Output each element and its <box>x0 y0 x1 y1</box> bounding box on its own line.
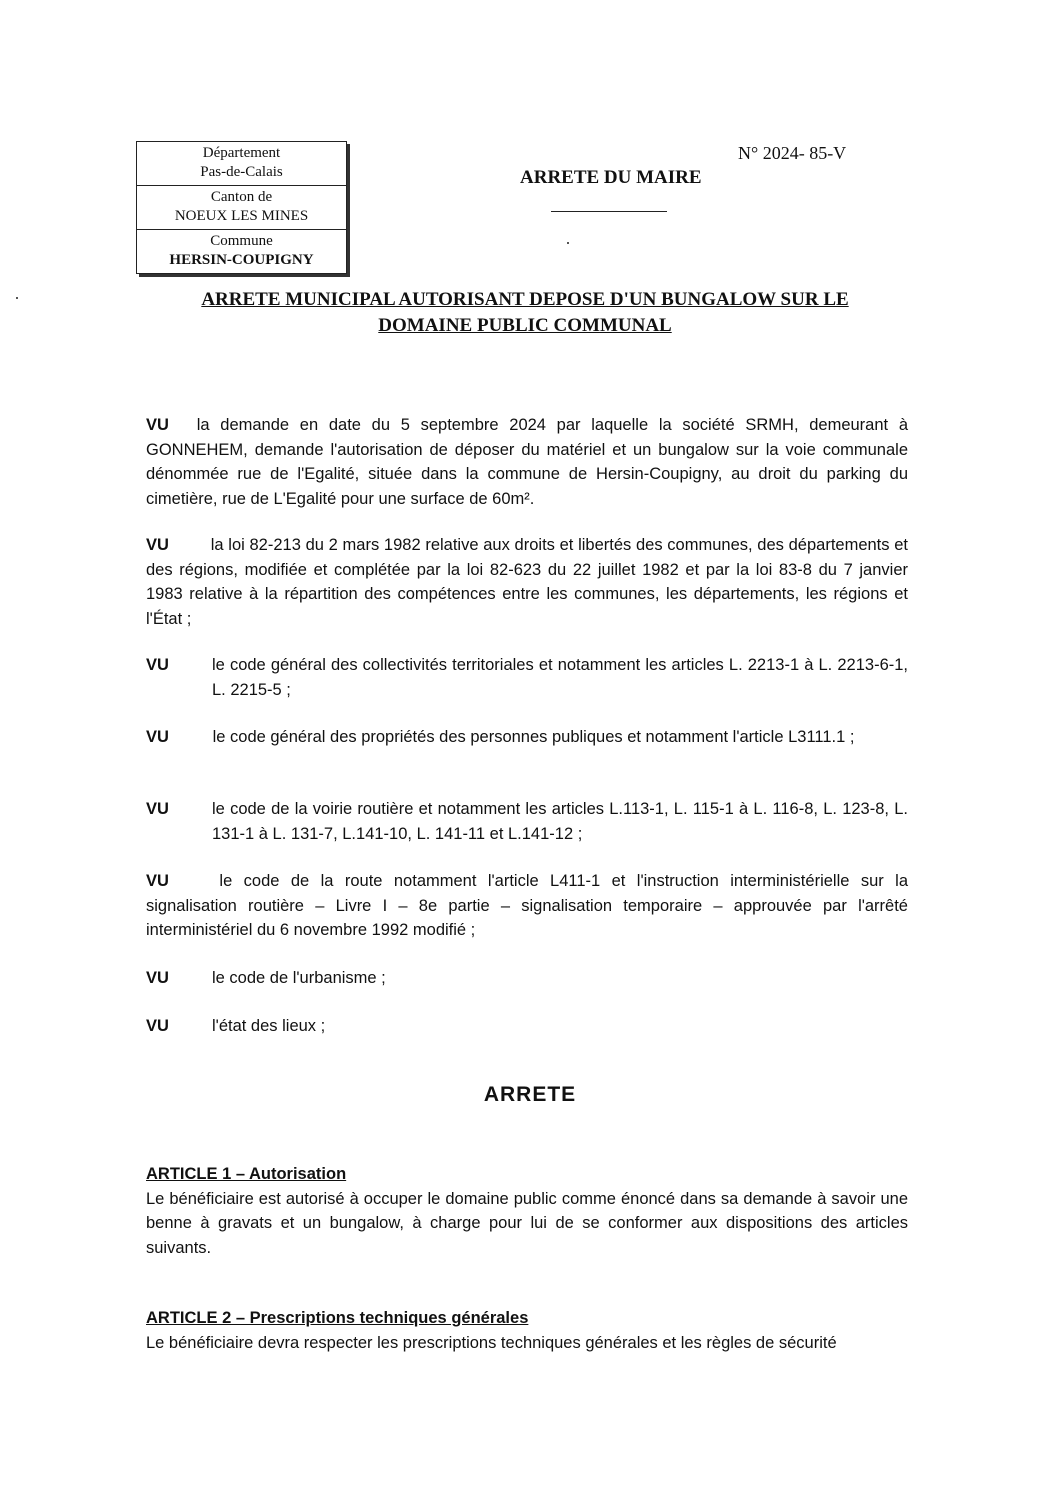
article <box>146 1306 908 1355</box>
consideration <box>146 725 908 750</box>
administrative-box <box>136 141 347 274</box>
article-title: ARTICLE 2 – Prescriptions techniques générales <box>146 1309 529 1327</box>
consideration <box>146 797 908 846</box>
canton-label: Canton de <box>210 189 273 205</box>
consideration-tag: VU <box>146 800 169 818</box>
document-number: N° 2024- 85-V <box>738 143 847 163</box>
consideration-text: le code général des collectivités territoriales et notamment les articles L. 2213-1 à L. 2213-6-1, L. 2215-5 ; <box>212 656 908 699</box>
consideration-text: le code de la voirie routière et notamment les articles L.113-1, L. 115-1 à L. 116-8, L. 123-8, L. 131-1 à L. 131-7, L.141-10, L. 141-11 et L.141-12 ; <box>212 800 908 843</box>
consideration <box>146 533 908 631</box>
departement-label: Département <box>202 145 281 161</box>
consideration-tag: VU <box>146 536 169 554</box>
consideration <box>146 966 908 991</box>
title-line: DOMAINE PUBLIC COMMUNAL <box>378 315 672 336</box>
consideration <box>146 869 908 943</box>
consideration-tag: VU <box>146 969 169 987</box>
consideration <box>146 413 908 511</box>
canton-name: NOEUX LES MINES <box>174 208 309 224</box>
departement-cell <box>137 142 346 185</box>
consideration-text: le code général des propriétés des personnes publiques et notamment l'article L3111.1 ; <box>212 728 855 746</box>
article-body: Le bénéficiaire devra respecter les prescriptions techniques générales et les règles de sécurité <box>146 1333 837 1352</box>
article-body: Le bénéficiaire est autorisé à occuper le domaine public comme énoncé dans sa demande à savoir une benne à gravats et un bungalow, à charge pour lui de se conformer aux dispositions des articles suivants. <box>146 1189 908 1257</box>
scan-speck <box>567 242 569 244</box>
consideration-tag: VU <box>146 416 169 434</box>
consideration-text: l'état des lieux ; <box>212 1017 326 1035</box>
canton-cell <box>137 185 346 229</box>
article-title: ARTICLE 1 – Autorisation <box>146 1165 347 1183</box>
divider <box>551 211 667 212</box>
consideration-tag: VU <box>146 1017 169 1035</box>
consideration-tag: VU <box>146 728 169 746</box>
commune-cell <box>137 229 346 273</box>
departement-name: Pas-de-Calais <box>200 164 283 180</box>
article <box>146 1162 908 1260</box>
commune-label: Commune <box>210 233 273 249</box>
consideration <box>146 653 908 702</box>
consideration-text: le code de l'urbanisme ; <box>212 969 386 987</box>
consideration-tag: VU <box>146 872 169 890</box>
consideration <box>146 1014 908 1039</box>
commune-name: HERSIN-COUPIGNY <box>169 252 314 268</box>
consideration-text: la demande en date du 5 septembre 2024 par laquelle la société SRMH, demeurant à GONNEHEM, demande l'autorisation de déposer du matériel et un bungalow sur la voie communale dénommée rue de l'Egalité, située dans la commune de Hersin-Coupigny, au droit du parking du cimetière, rue de L'Egalité pour une surface de 60m². <box>146 416 908 508</box>
decree-heading: ARRETE <box>483 1083 577 1106</box>
scan-speck <box>16 297 18 299</box>
document-kind: ARRETE DU MAIRE <box>520 167 702 188</box>
consideration-text: la loi 82-213 du 2 mars 1982 relative aux droits et libertés des communes, des départements et des régions, modifiée et complétée par la loi 82-623 du 22 juillet 1982 et par la loi 83-8 du 7 janvier 1983 relative à la répartition des compétences entre les communes, les départements, les régions et l'État ; <box>146 536 908 628</box>
consideration-text: le code de la route notamment l'article L411-1 et l'instruction interministérielle sur la signalisation routière – Livre I – 8e partie – signalisation temporaire – approuvée par l'arrêté interministériel du 6 novembre 1992 modifié ; <box>146 872 908 939</box>
consideration-tag: VU <box>146 656 169 674</box>
page-title <box>110 287 940 339</box>
title-line: ARRETE MUNICIPAL AUTORISANT DEPOSE D'UN BUNGALOW SUR LE <box>201 289 849 310</box>
